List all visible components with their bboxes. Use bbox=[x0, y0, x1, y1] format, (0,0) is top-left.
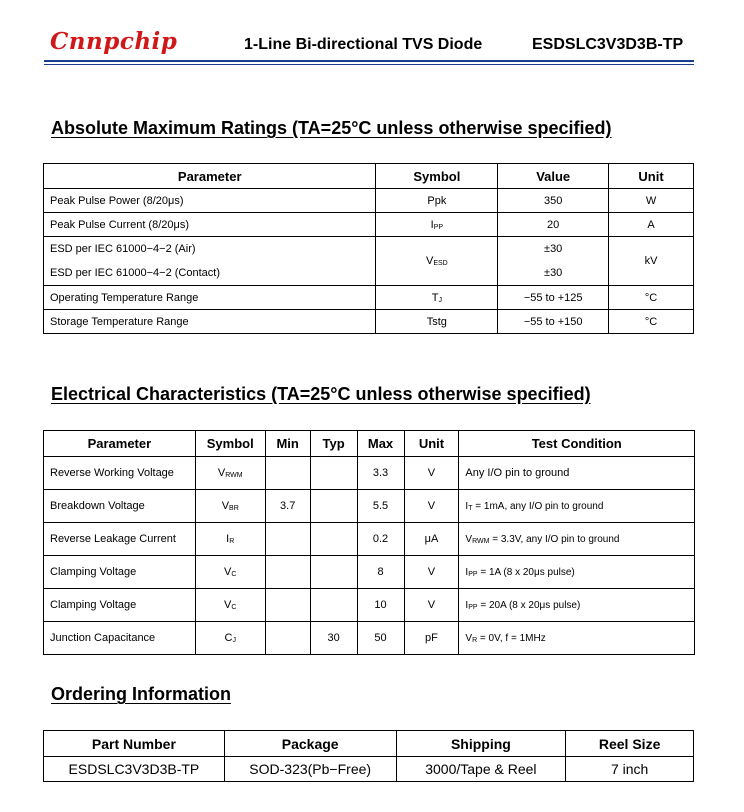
table-row bbox=[44, 556, 695, 589]
parameter-cell: Reverse Leakage Current bbox=[44, 523, 196, 556]
symbol-cell: $V_C$ bbox=[195, 556, 265, 589]
symbol-cell: $C_J$ bbox=[195, 622, 265, 655]
symbol-cell: Tstg bbox=[376, 310, 498, 334]
unit-cell: °C bbox=[609, 310, 694, 334]
test-condition-cell: $V_{RWM} = 3.3V$, any I/O pin to ground bbox=[459, 523, 695, 556]
symbol-cell: $V_{BR}$ bbox=[195, 490, 265, 523]
value-cell: −55 to +150 bbox=[498, 310, 609, 334]
table-row bbox=[44, 310, 694, 334]
parameter-cell: Breakdown Voltage bbox=[44, 490, 196, 523]
typ-cell: 30 bbox=[310, 622, 357, 655]
unit-cell: V bbox=[404, 457, 459, 490]
unit-cell: V bbox=[404, 589, 459, 622]
symbol-cell: $I_{PP}$ bbox=[376, 213, 498, 237]
unit-cell: V bbox=[404, 490, 459, 523]
test-condition-cell: Any I/O pin to ground bbox=[459, 457, 695, 490]
parameter-cell: Peak Pulse Power (8/20μs) bbox=[44, 189, 376, 213]
max-cell: 50 bbox=[357, 622, 404, 655]
column-header: Typ bbox=[310, 431, 357, 457]
column-header: Max bbox=[357, 431, 404, 457]
parameter-cell: Reverse Working Voltage bbox=[44, 457, 196, 490]
column-header: Value bbox=[498, 164, 609, 189]
parameter-cell: ESD per IEC 61000−4−2 (Air) ESD per IEC 61000−4−2 (Contact) bbox=[44, 237, 376, 286]
value-cell: −55 to +125 bbox=[498, 286, 609, 310]
min-cell bbox=[265, 622, 310, 655]
value-cell: 20 bbox=[498, 213, 609, 237]
column-header: Package bbox=[224, 731, 396, 757]
table-row bbox=[44, 286, 694, 310]
max-cell: 5.5 bbox=[357, 490, 404, 523]
column-header: Unit bbox=[609, 164, 694, 189]
parameter-cell: Peak Pulse Current (8/20μs) bbox=[44, 213, 376, 237]
column-header: Symbol bbox=[195, 431, 265, 457]
test-condition-cell: $I_{PP} = 1A$ (8 x 20μs pulse) bbox=[459, 556, 695, 589]
table-row bbox=[44, 757, 694, 782]
table-header-row bbox=[44, 731, 694, 757]
electrical-characteristics-table bbox=[43, 430, 695, 655]
min-cell: 3.7 bbox=[265, 490, 310, 523]
abs-max-table bbox=[43, 163, 694, 334]
table-row bbox=[44, 189, 694, 213]
test-condition-cell: $V_R = 0V$, f = 1MHz bbox=[459, 622, 695, 655]
table-row bbox=[44, 523, 695, 556]
column-header: Shipping bbox=[396, 731, 566, 757]
symbol-cell: $V_{RWM}$ bbox=[195, 457, 265, 490]
typ-cell bbox=[310, 523, 357, 556]
parameter-cell: Clamping Voltage bbox=[44, 589, 196, 622]
symbol-cell: Ppk bbox=[376, 189, 498, 213]
test-condition-cell: $I_{PP} = 20A$ (8 x 20μs pulse) bbox=[459, 589, 695, 622]
max-cell: 0.2 bbox=[357, 523, 404, 556]
document-title: 1-Line Bi-directional TVS Diode bbox=[244, 36, 483, 53]
unit-cell: kV bbox=[609, 237, 694, 286]
typ-cell bbox=[310, 457, 357, 490]
page-header bbox=[0, 0, 744, 70]
min-cell bbox=[265, 556, 310, 589]
min-cell bbox=[265, 589, 310, 622]
column-header: Unit bbox=[404, 431, 459, 457]
table-row bbox=[44, 457, 695, 490]
package-cell: SOD-323(Pb−Free) bbox=[224, 757, 396, 782]
column-header: Reel Size bbox=[566, 731, 694, 757]
table-row bbox=[44, 490, 695, 523]
company-logo: Cnnpchip bbox=[50, 28, 178, 55]
table-row bbox=[44, 213, 694, 237]
max-cell: 3.3 bbox=[357, 457, 404, 490]
table-header-row bbox=[44, 164, 694, 189]
column-header: Part Number bbox=[44, 731, 225, 757]
value-cell: ±30 ±30 bbox=[498, 237, 609, 286]
max-cell: 10 bbox=[357, 589, 404, 622]
ordering-information-table bbox=[43, 730, 694, 782]
typ-cell bbox=[310, 556, 357, 589]
min-cell bbox=[265, 457, 310, 490]
table-row bbox=[44, 237, 694, 286]
header-rule-thin bbox=[44, 64, 694, 65]
column-header: Parameter bbox=[44, 164, 376, 189]
ordering-info-title: Ordering Information bbox=[51, 684, 231, 704]
elec-char-title: Electrical Characteristics (TA=25°C unless otherwise specified) bbox=[51, 384, 591, 404]
unit-cell: pF bbox=[404, 622, 459, 655]
table-header-row bbox=[44, 431, 695, 457]
unit-cell: V bbox=[404, 556, 459, 589]
parameter-cell: Storage Temperature Range bbox=[44, 310, 376, 334]
table-row bbox=[44, 589, 695, 622]
reel-size-cell: 7 inch bbox=[566, 757, 694, 782]
unit-cell: μA bbox=[404, 523, 459, 556]
parameter-cell: Clamping Voltage bbox=[44, 556, 196, 589]
min-cell bbox=[265, 523, 310, 556]
unit-cell: W bbox=[609, 189, 694, 213]
symbol-cell: $I_R$ bbox=[195, 523, 265, 556]
column-header: Symbol bbox=[376, 164, 498, 189]
symbol-cell: $V_C$ bbox=[195, 589, 265, 622]
header-rule-thick bbox=[44, 60, 694, 62]
part-number-cell: ESDSLC3V3D3B-TP bbox=[44, 757, 225, 782]
column-header: Test Condition bbox=[459, 431, 695, 457]
typ-cell bbox=[310, 490, 357, 523]
parameter-cell: Operating Temperature Range bbox=[44, 286, 376, 310]
shipping-cell: 3000/Tape & Reel bbox=[396, 757, 566, 782]
abs-max-title: Absolute Maximum Ratings (TA=25°C unless otherwise specified) bbox=[51, 118, 612, 138]
table-row bbox=[44, 622, 695, 655]
column-header: Min bbox=[265, 431, 310, 457]
unit-cell: A bbox=[609, 213, 694, 237]
max-cell: 8 bbox=[357, 556, 404, 589]
column-header: Parameter bbox=[44, 431, 196, 457]
symbol-cell: $T_J$ bbox=[376, 286, 498, 310]
typ-cell bbox=[310, 589, 357, 622]
header-part-number: ESDSLC3V3D3B-TP bbox=[532, 36, 684, 53]
test-condition-cell: $I_T = 1mA$, any I/O pin to ground bbox=[459, 490, 695, 523]
value-cell: 350 bbox=[498, 189, 609, 213]
parameter-cell: Junction Capacitance bbox=[44, 622, 196, 655]
unit-cell: °C bbox=[609, 286, 694, 310]
symbol-cell: $V_{ESD}$ bbox=[376, 237, 498, 286]
